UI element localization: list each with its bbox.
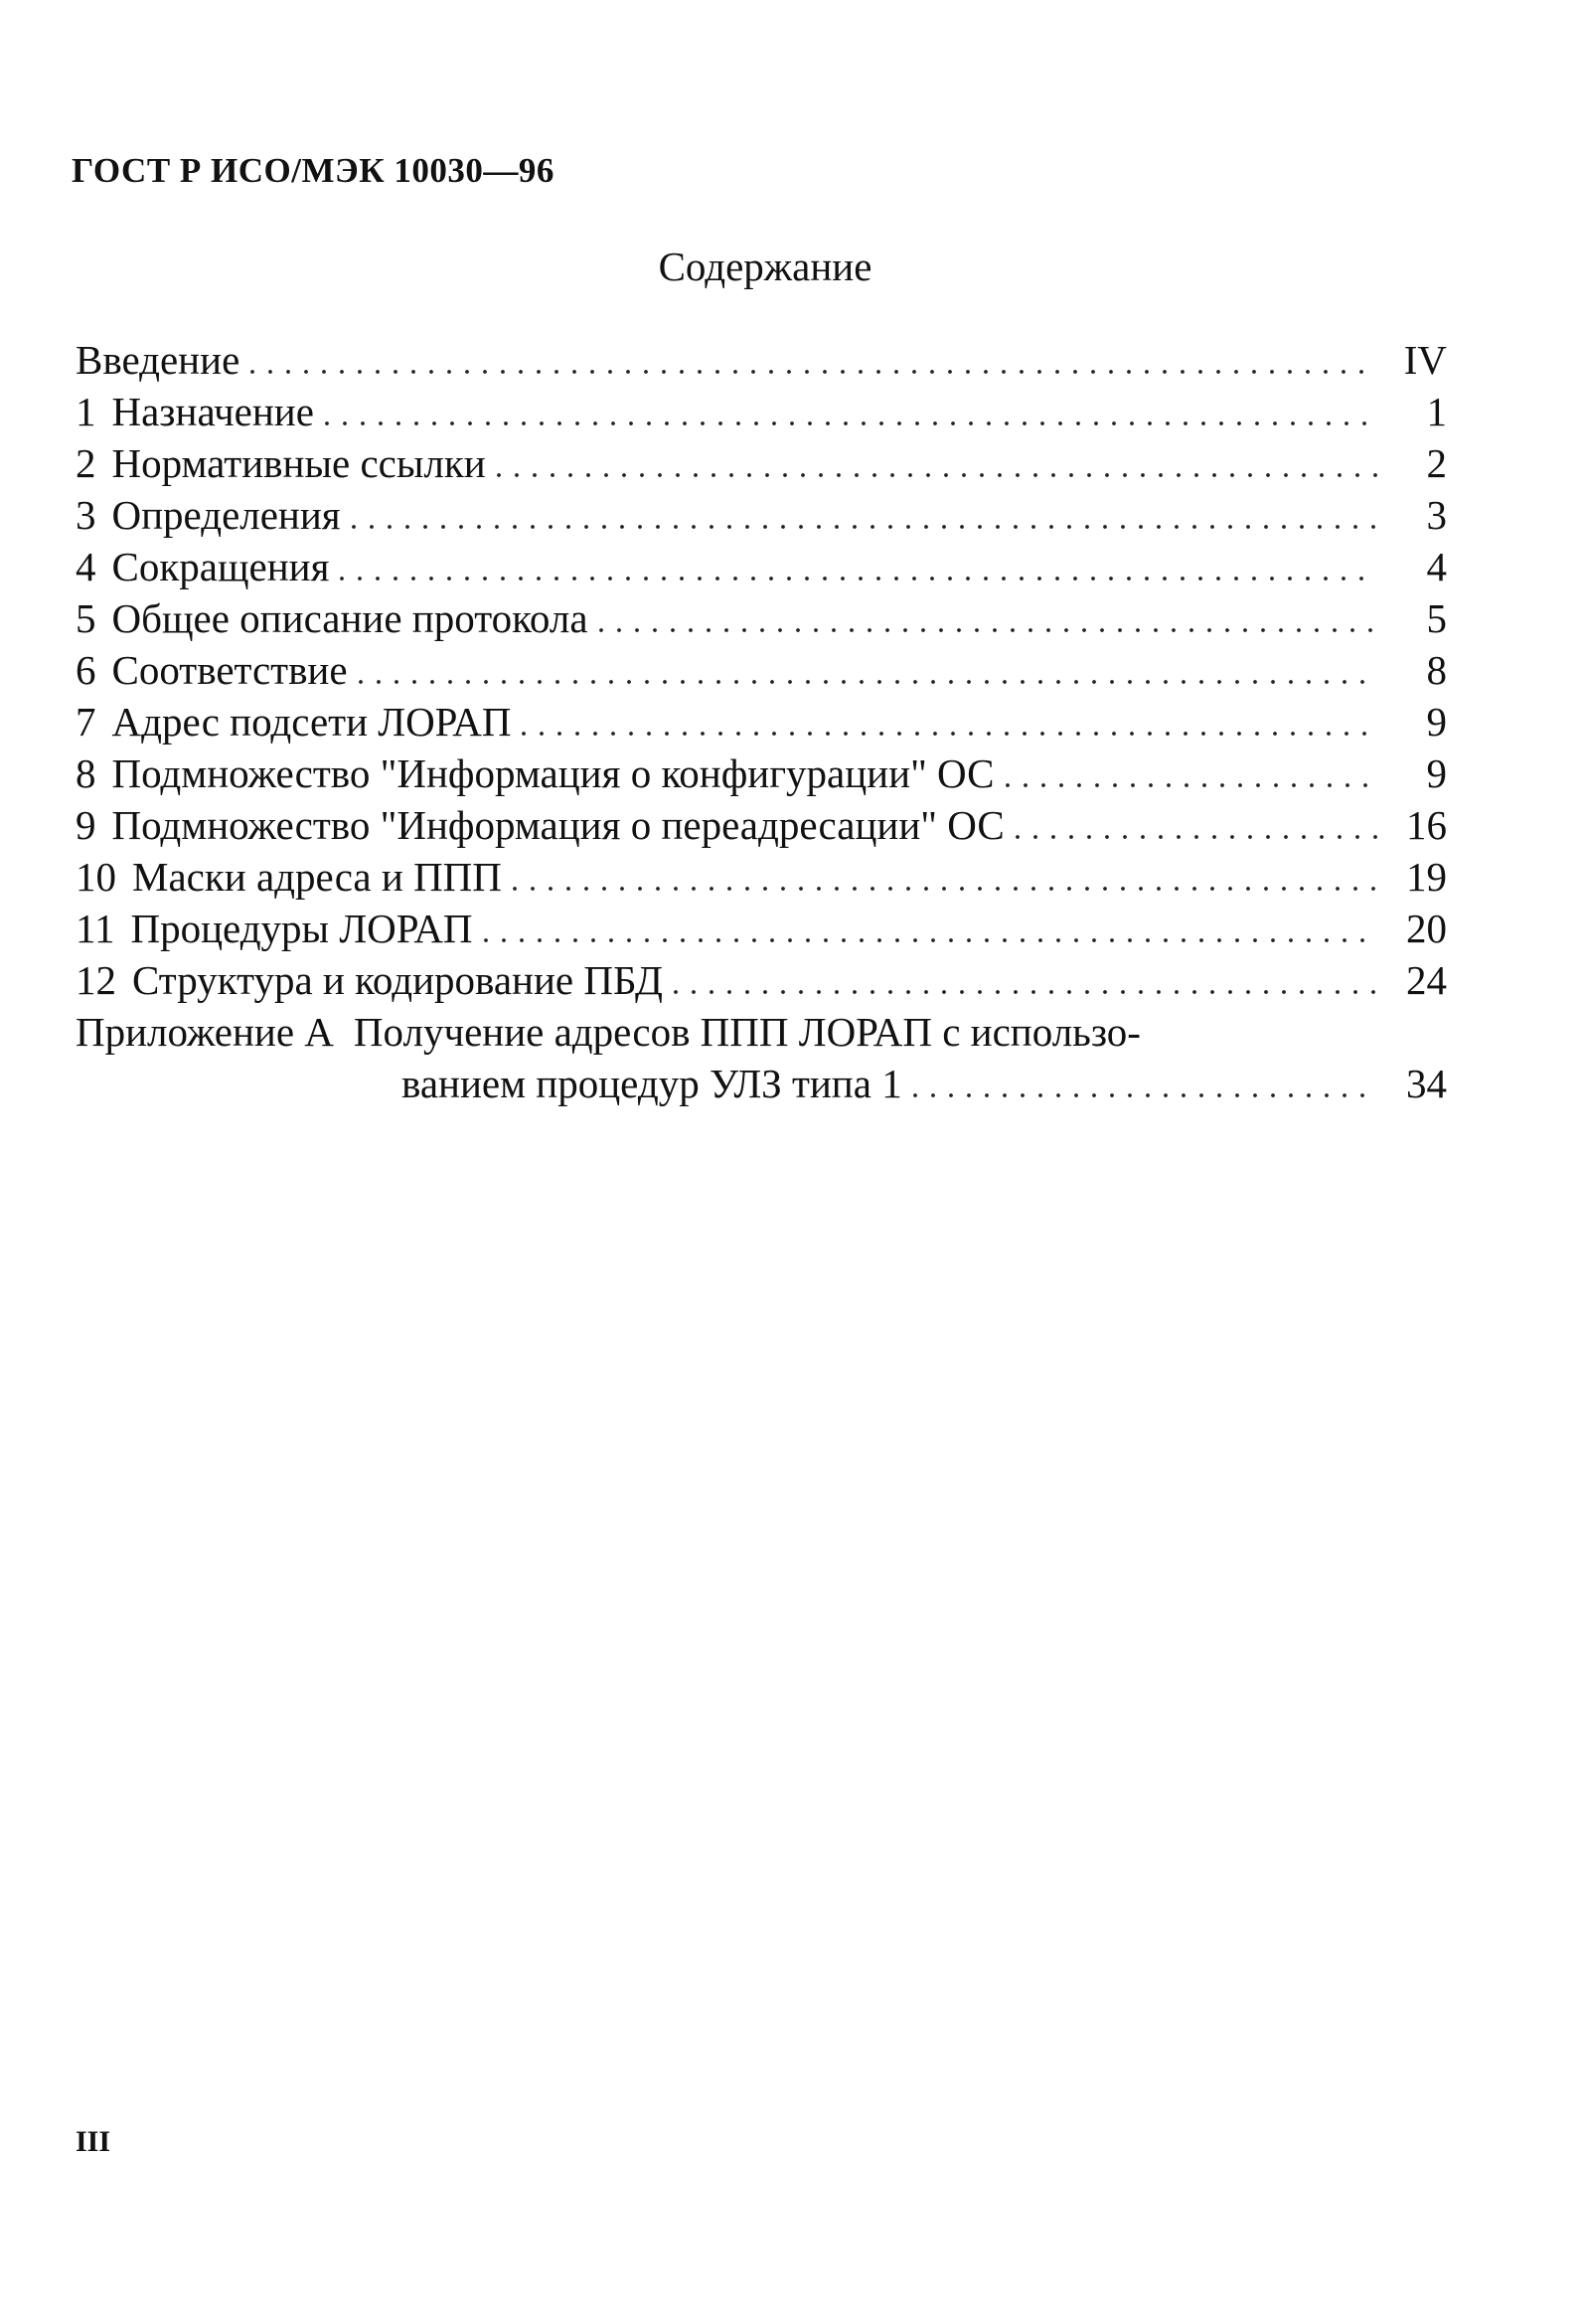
toc-leader [999,782,1377,788]
toc-entry-page: 4 [1426,544,1447,589]
toc-entry-title: Нормативные ссылки [111,440,486,486]
toc-entry-title: Введение [76,337,240,383]
toc-leader [906,1092,1377,1098]
toc-entry-number: 6 [76,647,96,693]
toc-entry-title: Подмножество "Информация о конфигурации" ОС [111,750,995,796]
toc-entry-title: Общее описание протокола [111,595,588,641]
toc-entry-title: Процедуры ЛОРАП [130,906,473,951]
toc-entry-number: 7 [76,699,96,745]
toc-entry-number: 4 [76,544,96,589]
toc-entry-title: Маски адреса и ППП [132,854,502,900]
toc-entry-page: 2 [1426,440,1447,486]
toc-entry-number: 5 [76,595,96,641]
toc-entry-title: Назначение [111,389,314,434]
toc-entry-page: 16 [1406,802,1447,848]
toc-entry-page: 1 [1426,389,1447,434]
toc-entry [76,851,1447,903]
toc-annex-text-line2: ванием процедур УЛЗ типа 1 [401,1061,902,1106]
toc-annex-page: 34 [1406,1061,1447,1106]
toc-entry [76,592,1447,644]
toc-entry [76,696,1447,747]
toc-leader [1009,834,1377,840]
toc-entry-number: 2 [76,440,96,486]
toc-entry-number: 11 [76,906,115,951]
toc-leader [506,886,1377,892]
toc-entry-page: 8 [1426,647,1447,693]
toc-leader [318,420,1377,426]
toc-annex-line1 [76,1006,1447,1058]
toc-entry [76,799,1447,851]
toc-entry [76,437,1447,489]
toc-entry-page: 9 [1426,750,1447,796]
page-folio: III [76,2125,111,2158]
toc-leader [592,627,1377,633]
toc-annex-label: Приложение А [76,1009,334,1055]
toc-entry [76,386,1447,437]
toc-entry-page: 5 [1426,595,1447,641]
toc-entry-title: Определения [111,492,341,538]
toc-leader [333,576,1377,581]
toc-entry-number: 10 [76,854,116,900]
toc-entry-number: 1 [76,389,96,434]
toc-leader [477,937,1377,943]
toc-entry-title: Сокращения [111,544,330,589]
toc-entry-title: Соответствие [111,647,348,693]
toc-leader [515,731,1377,737]
table-of-contents [76,334,1447,1109]
toc-leader [345,524,1377,530]
toc-entry-page: 19 [1406,854,1447,900]
toc-entry-number: 3 [76,492,96,538]
toc-entry-number: 12 [76,957,116,1003]
toc-entry-page: IV [1403,337,1447,383]
toc-entry-number: 8 [76,750,96,796]
toc-leader [352,679,1377,685]
toc-entry [76,541,1447,592]
toc-entry-page: 20 [1406,906,1447,951]
toc-leader [243,369,1377,375]
toc-entry-title: Адрес подсети ЛОРАП [111,699,512,745]
toc-title: Содержание [658,244,872,289]
toc-entry [76,489,1447,541]
toc-annex-line2 [76,1058,1447,1109]
toc-entry [76,903,1447,954]
toc-entry [76,954,1447,1006]
toc-entry [76,334,1447,386]
toc-entry-page: 24 [1406,957,1447,1003]
toc-leader [667,989,1377,995]
standard-header: ГОСТ Р ИСО/МЭК 10030—96 [72,151,554,190]
toc-entry-number: 9 [76,802,96,848]
toc-entry [76,747,1447,799]
toc-entry-page: 3 [1426,492,1447,538]
toc-annex-text-line1: Получение адресов ППП ЛОРАП с использо- [353,1009,1141,1055]
toc-leader [490,472,1377,478]
toc-entry-page: 9 [1426,699,1447,745]
toc-entry-title: Структура и кодирование ПБД [132,957,663,1003]
toc-entry [76,644,1447,696]
toc-entry-title: Подмножество "Информация о переадресации" ОС [111,802,1005,848]
